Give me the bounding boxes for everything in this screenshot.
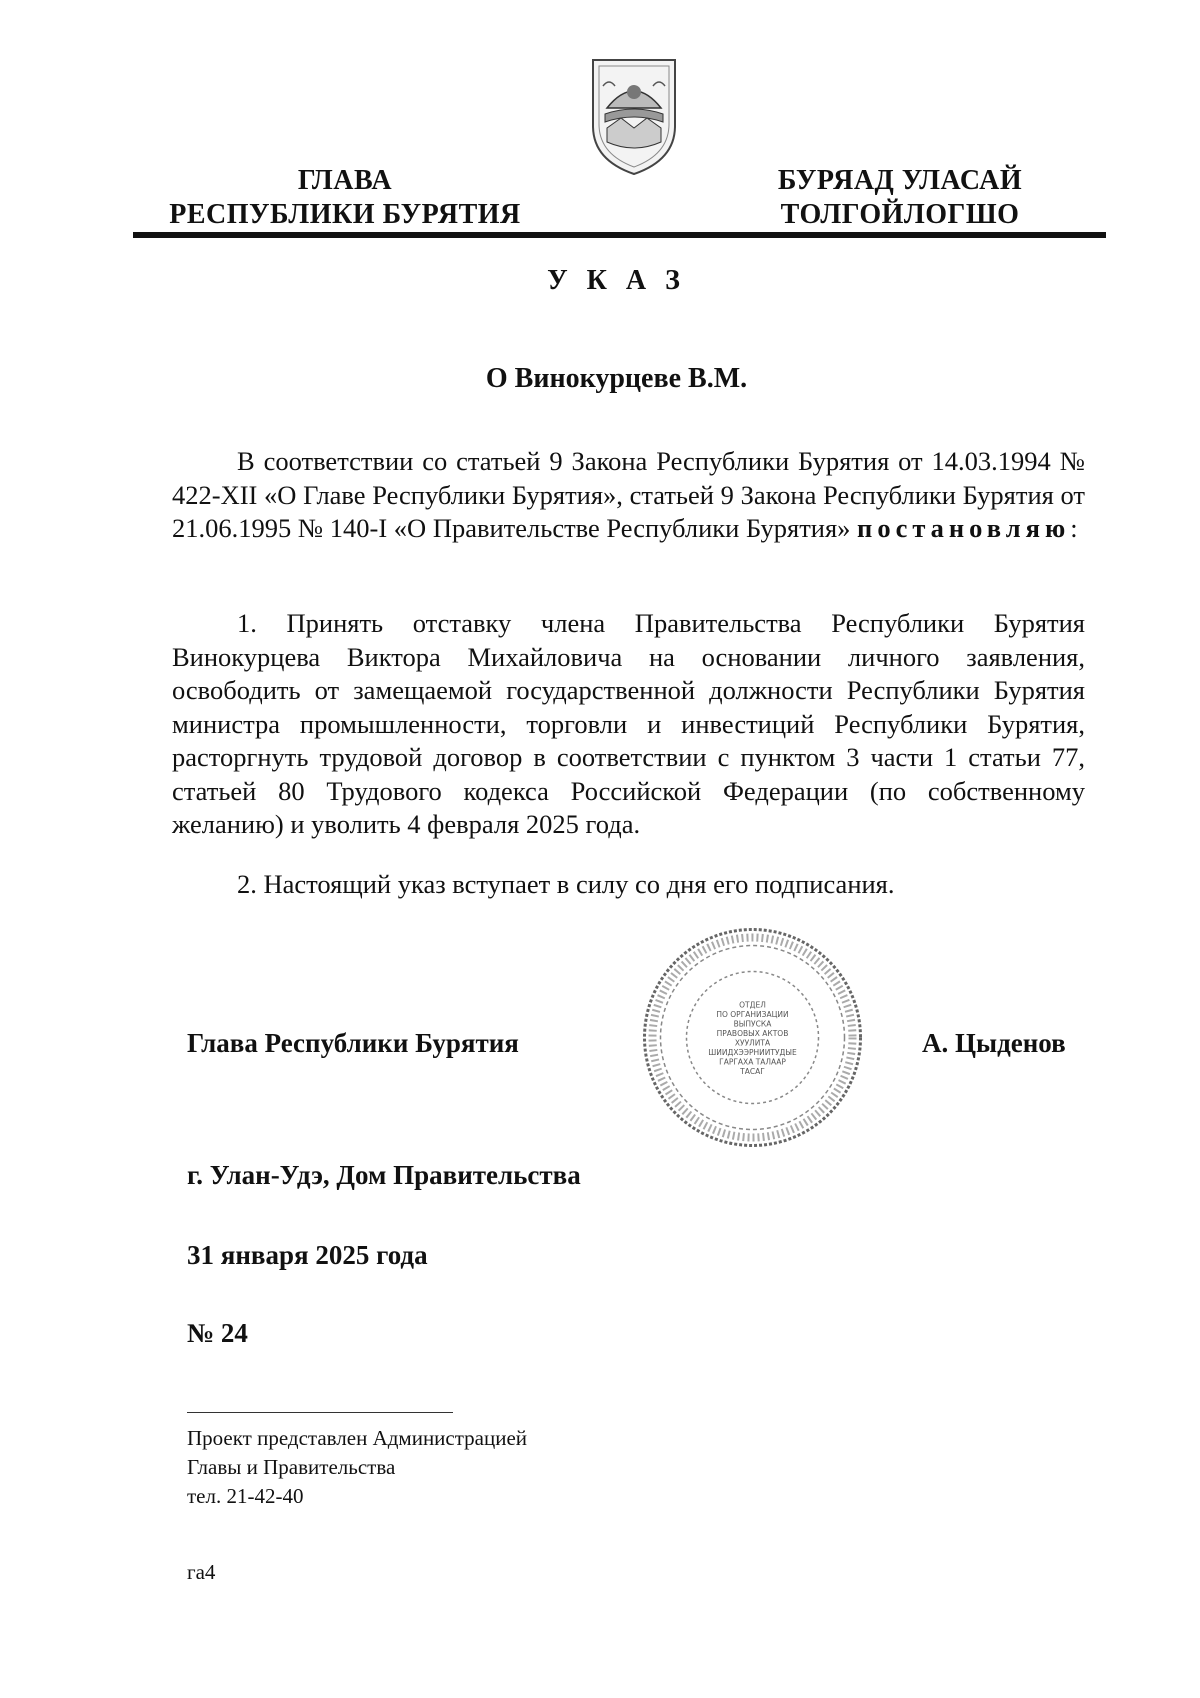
preamble-emphasis: постановляю (857, 513, 1071, 543)
document-code: га4 (187, 1560, 216, 1584)
footnote-divider (187, 1412, 453, 1413)
item-1-text: 1. Принять отставку члена Правительства Республики Бурятия Винокурцева Виктора Михайловича на основании личного заявления, освободить от замещаемой государственной должности Республики Бурятия министра промышленности, торговли и инвестиций Республики Бурятия, расторгнуть трудовой договор в соответствии с пунктом 3 части 1 статьи 77, статьей 80 Трудового кодекса Российской Федерации (по собственному желанию) и уволить 4 февраля 2025 года. (172, 608, 1085, 839)
header-divider (133, 232, 1106, 238)
document-type: У К А З (547, 265, 686, 296)
seal-text-line: ТАСАГ (740, 1066, 765, 1076)
issuer-name-russian (150, 164, 540, 232)
issuer-name-buryat (730, 164, 1070, 232)
footnote-line-2: Главы и Правительства (187, 1455, 396, 1479)
signatory-position: Глава Республики Бурятия (187, 1028, 519, 1058)
seal-text-line: ВЫПУСКА (733, 1019, 772, 1029)
seal-text-line: ГАРГАХА ТАЛААР (719, 1057, 786, 1067)
coat-of-arms-icon (585, 56, 683, 178)
seal-text-line: ШИИДХЭЭРНИИТУДЫЕ (708, 1047, 797, 1057)
seal-text-line: ХУУЛИТА (734, 1038, 771, 1048)
issuer-line-2: РЕСПУБЛИКИ БУРЯТИЯ (169, 199, 521, 230)
signatory-name: А. Цыденов (922, 1028, 1066, 1058)
issuer-line-1: ГЛАВА (297, 165, 393, 196)
item-2-paragraph (172, 868, 1085, 902)
footnote (187, 1424, 527, 1511)
issuer-buryat-line-1: БУРЯАД УЛАСАЙ (777, 165, 1023, 196)
issuer-buryat-line-2: ТОЛГОЙЛОГШО (780, 199, 1020, 230)
footnote-line-3: тел. 21-42-40 (187, 1484, 304, 1508)
preamble-end: : (1070, 513, 1078, 543)
seal-text-line: ОТДЕЛ (739, 1000, 766, 1010)
document-number: № 24 (187, 1318, 248, 1348)
seal-text-line: ПО ОРГАНИЗАЦИИ (716, 1009, 789, 1019)
preamble-paragraph (172, 445, 1085, 546)
footnote-line-1: Проект представлен Администрацией (187, 1426, 528, 1450)
item-2-text: 2. Настоящий указ вступает в силу со дня его подписания. (237, 869, 895, 899)
issue-place: г. Улан-Удэ, Дом Правительства (187, 1160, 581, 1190)
preamble-text: В соответствии со статьей 9 Закона Республики Бурятия от 14.03.1994 № 422-XII «О Главе Республики Бурятия», статьей 9 Закона Республики Бурятия от 21.06.1995 № 140-I «О Правительстве Республики Бурятия» (172, 446, 1085, 543)
document-title: О Винокурцеве В.М. (485, 363, 748, 394)
seal-text-line: ПРАВОВЫХ АКТОВ (716, 1028, 789, 1038)
item-1-paragraph (172, 607, 1085, 842)
official-seal-icon (640, 925, 865, 1150)
issue-date: 31 января 2025 года (187, 1240, 428, 1270)
